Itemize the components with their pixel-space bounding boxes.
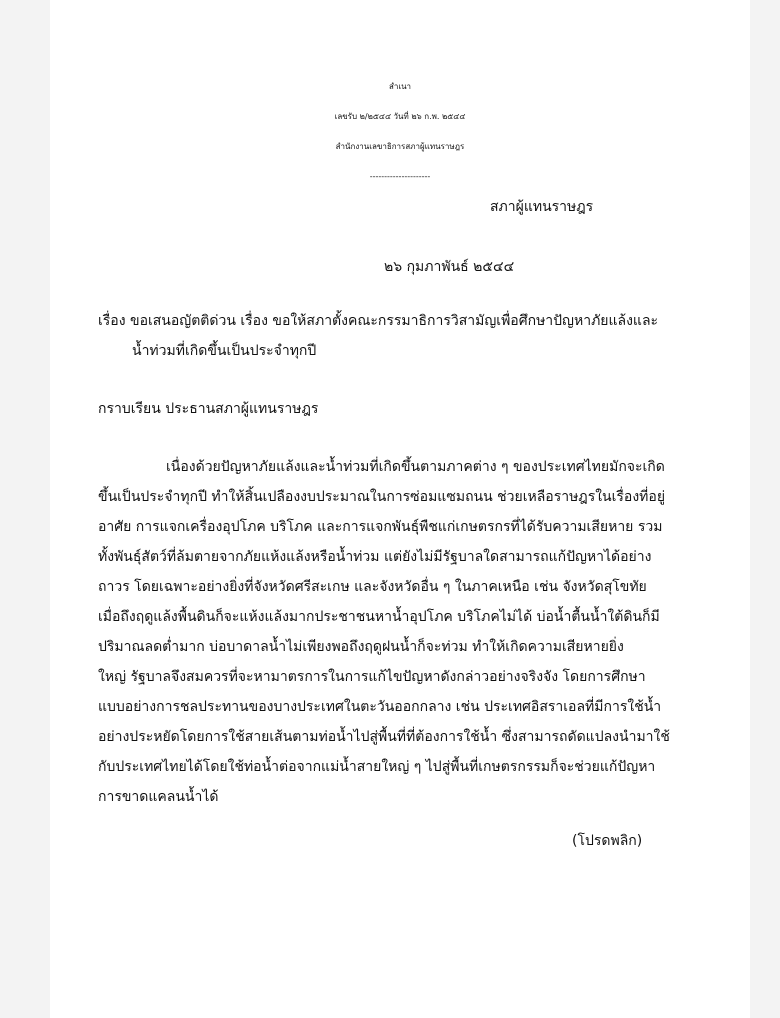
body-line: ปริมาณลดต่ำมาก บ่อบาดาลน้ำไม่เพียงพอถึงฤดูฝนน้ำก็จะท่วม ทำให้เกิดความเสียหายยิ่ง [98, 639, 624, 655]
body-line: แบบอย่างการชลประทานของบางประเทศในตะวันออกกลาง เช่น ประเทศอิสราเอลที่มีการใช้น้ำ [98, 699, 662, 715]
body-line: อย่างประหยัดโดยการใช้สายเส้นตามท่อน้ำไปสู่พื้นที่ที่ต้องการใช้น้ำ ซึ่งสามารถดัดแปลงนำมาใช้ [98, 729, 670, 745]
sender: สภาผู้แทนราษฎร [490, 199, 594, 215]
salutation: กราบเรียน ประธานสภาผู้แทนราษฎร [98, 401, 319, 417]
please-turn-over-note: (โปรดพลิก) [572, 833, 643, 849]
document-date: ๒๖ กุมภาพันธ์ ๒๕๔๔ [384, 259, 515, 275]
body-line: ใหญ่ รัฐบาลจึงสมควรที่จะหามาตรการในการแก้ไขปัญหาดังกล่าวอย่างจริงจัง โดยการศึกษา [98, 669, 646, 685]
subject-line-2: น้ำท่วมที่เกิดขึ้นเป็นประจำทุกปี [132, 343, 317, 359]
office-name: สำนักงานเลขาธิการสภาผู้แทนราษฎร [335, 142, 465, 151]
body-line: ทั้งพันธุ์สัตว์ที่ล้มตายจากภัยแห้งแล้งหรือน้ำท่วม แต่ยังไม่มีรัฐบาลใดสามารถแก้ปัญหาได้อย่าง [98, 549, 652, 565]
separator-line: --------------------- [369, 172, 431, 181]
body-line: อาศัย การแจกเครื่องอุปโภค บริโภค และการแจกพันธุ์พืชแก่เกษตรกรที่ได้รับความเสียหาย รวม [98, 519, 663, 535]
body-line: กับประเทศไทยได้โดยใช้ท่อน้ำต่อจากแม่น้ำสายใหญ่ ๆ ไปสู่พื้นที่เกษตรกรรมก็จะช่วยแก้ปัญหา [98, 759, 656, 775]
body-line: ขึ้นเป็นประจำทุกปี ทำให้สิ้นเปลืองงบประมาณในการซ่อมแซมถนน ช่วยเหลือราษฎรในเรื่องที่อยู่ [98, 489, 666, 505]
body-line: การขาดแคลนน้ำได้ [98, 789, 219, 805]
body-line: เมื่อถึงฤดูแล้งพื้นดินก็จะแห้งแล้งมากประชาชนหาน้ำอุปโภค บริโภคไม่ได้ บ่อน้ำตื้นน้ำใต้ดินก็มี [98, 609, 660, 625]
receipt-line: เลขรับ ๒/๒๕๔๔ วันที่ ๒๖ ก.พ. ๒๕๔๔ [334, 112, 466, 121]
subject-line-1: เรื่อง ขอเสนอญัตติด่วน เรื่อง ขอให้สภาตั้งคณะกรรมาธิการวิสามัญเพื่อศึกษาปัญหาภัยแล้งและ [98, 313, 659, 329]
body-line: เนื่องด้วยปัญหาภัยแล้งและน้ำท่วมที่เกิดขึ้นตามภาคต่าง ๆ ของประเทศไทยมักจะเกิด [166, 459, 665, 475]
copy-label: สำเนา [388, 82, 412, 91]
document-page [50, 0, 750, 1018]
body-line: ถาวร โดยเฉพาะอย่างยิ่งที่จังหวัดศรีสะเกษ และจังหวัดอื่น ๆ ในภาคเหนือ เช่น จังหวัดสุโขทัย [98, 579, 647, 595]
